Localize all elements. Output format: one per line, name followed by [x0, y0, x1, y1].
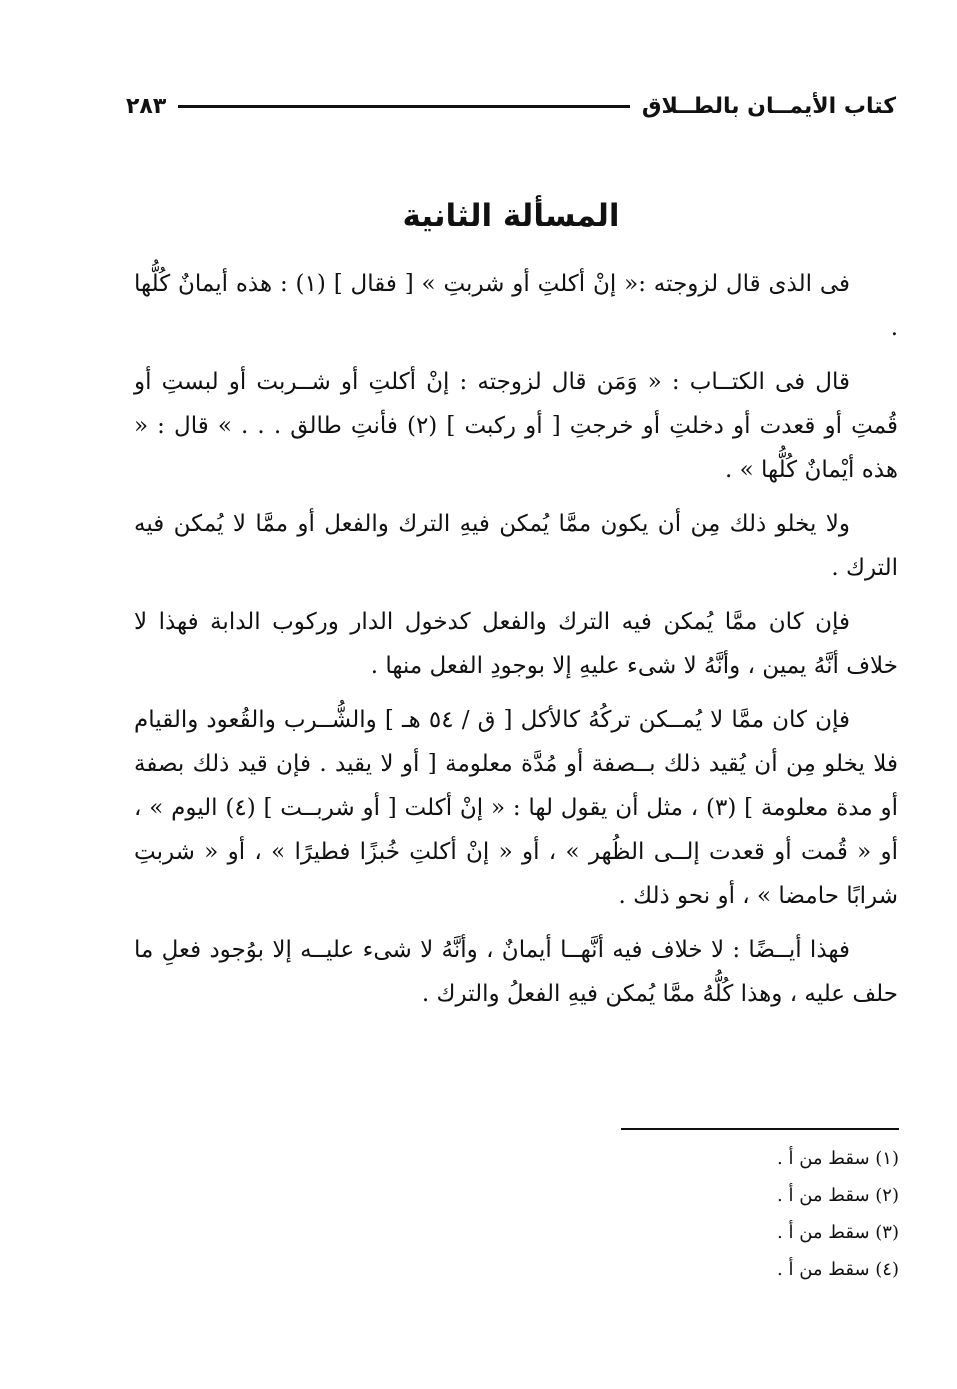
header-rule: [178, 105, 630, 108]
paragraph: قال فى الكتــاب : « وَمَن قال لزوجته : إنْ أكلتِ أو شــربت أو لبستِ أو قُمتِ أو قعدت أو دخلتِ أو خرجتِ [ أو ركبت ] (٢) فأنتِ طالق . . . » قال : « هذه أيْمانٌ كُلُّها » .: [134, 369, 898, 483]
running-header-title: كتاب الأيمــان بالطــلاق: [641, 93, 896, 119]
footnote-rule: [621, 1128, 899, 1130]
paragraph: ولا يخلو ذلك مِن أن يكون ممَّا يُمكن فيهِ الترك والفعل أو ممَّا لا يُمكن فيه الترك .: [134, 511, 898, 581]
paragraph: فى الذى قال لزوجته :« إنْ أكلتِ أو شربتِ » [ فقال ] (١) : هذه أيمانٌ كُلُّها .: [134, 271, 898, 341]
main-text: [134, 262, 898, 1026]
footnotes: [499, 1140, 899, 1288]
paragraph: فإن كان ممَّا لا يُمــكن تركُهُ كالأكل [ ق / ٥٤ هـ ] والشُّــرب والقُعود والقيام فلا يخلو مِن أن يُقيد ذلك بــصفة أو مُدَّة معلومة [ أو لا يقيد . فإن قيد ذلك بصفة أو مدة معلومة ] (٣) ، مثل أن يقول لها : « إنْ أكلت [ أو شربــت ] (٤) اليوم » ، أو « قُمت أو قعدت إلــى الظُهر » ، أو « إنْ أكلتِ خُبزًا فطيرًا » ، أو « شربتِ شرابًا حامضا » ، أو نحو ذلك .: [134, 707, 898, 909]
section-heading: المسألة الثانية: [402, 198, 620, 234]
paragraph: فإن كان ممَّا يُمكن فيه الترك والفعل كدخول الدار وركوب الدابة فهذا لا خلاف أنَّهُ يمين ، وأنَّهُ لا شىء عليهِ إلا بوجودِ الفعل منها .: [134, 609, 898, 679]
footnote: (٢) سقط من أ .: [777, 1185, 899, 1206]
running-header: [126, 86, 896, 126]
page-number: ٢٨٣: [126, 93, 167, 119]
footnote: (٤) سقط من أ .: [777, 1259, 899, 1280]
footnote: (٣) سقط من أ .: [777, 1222, 899, 1243]
footnote: (١) سقط من أ .: [777, 1148, 899, 1169]
paragraph: فهذا أيــضًا : لا خلاف فيه أنَّهــا أيمانٌ ، وأنَّهُ لا شىء عليــه إلا بوُجود فعلِ ما حلف عليه ، وهذا كُلُّهُ ممَّا يُمكن فيهِ الفعلُ والترك .: [134, 937, 898, 1007]
